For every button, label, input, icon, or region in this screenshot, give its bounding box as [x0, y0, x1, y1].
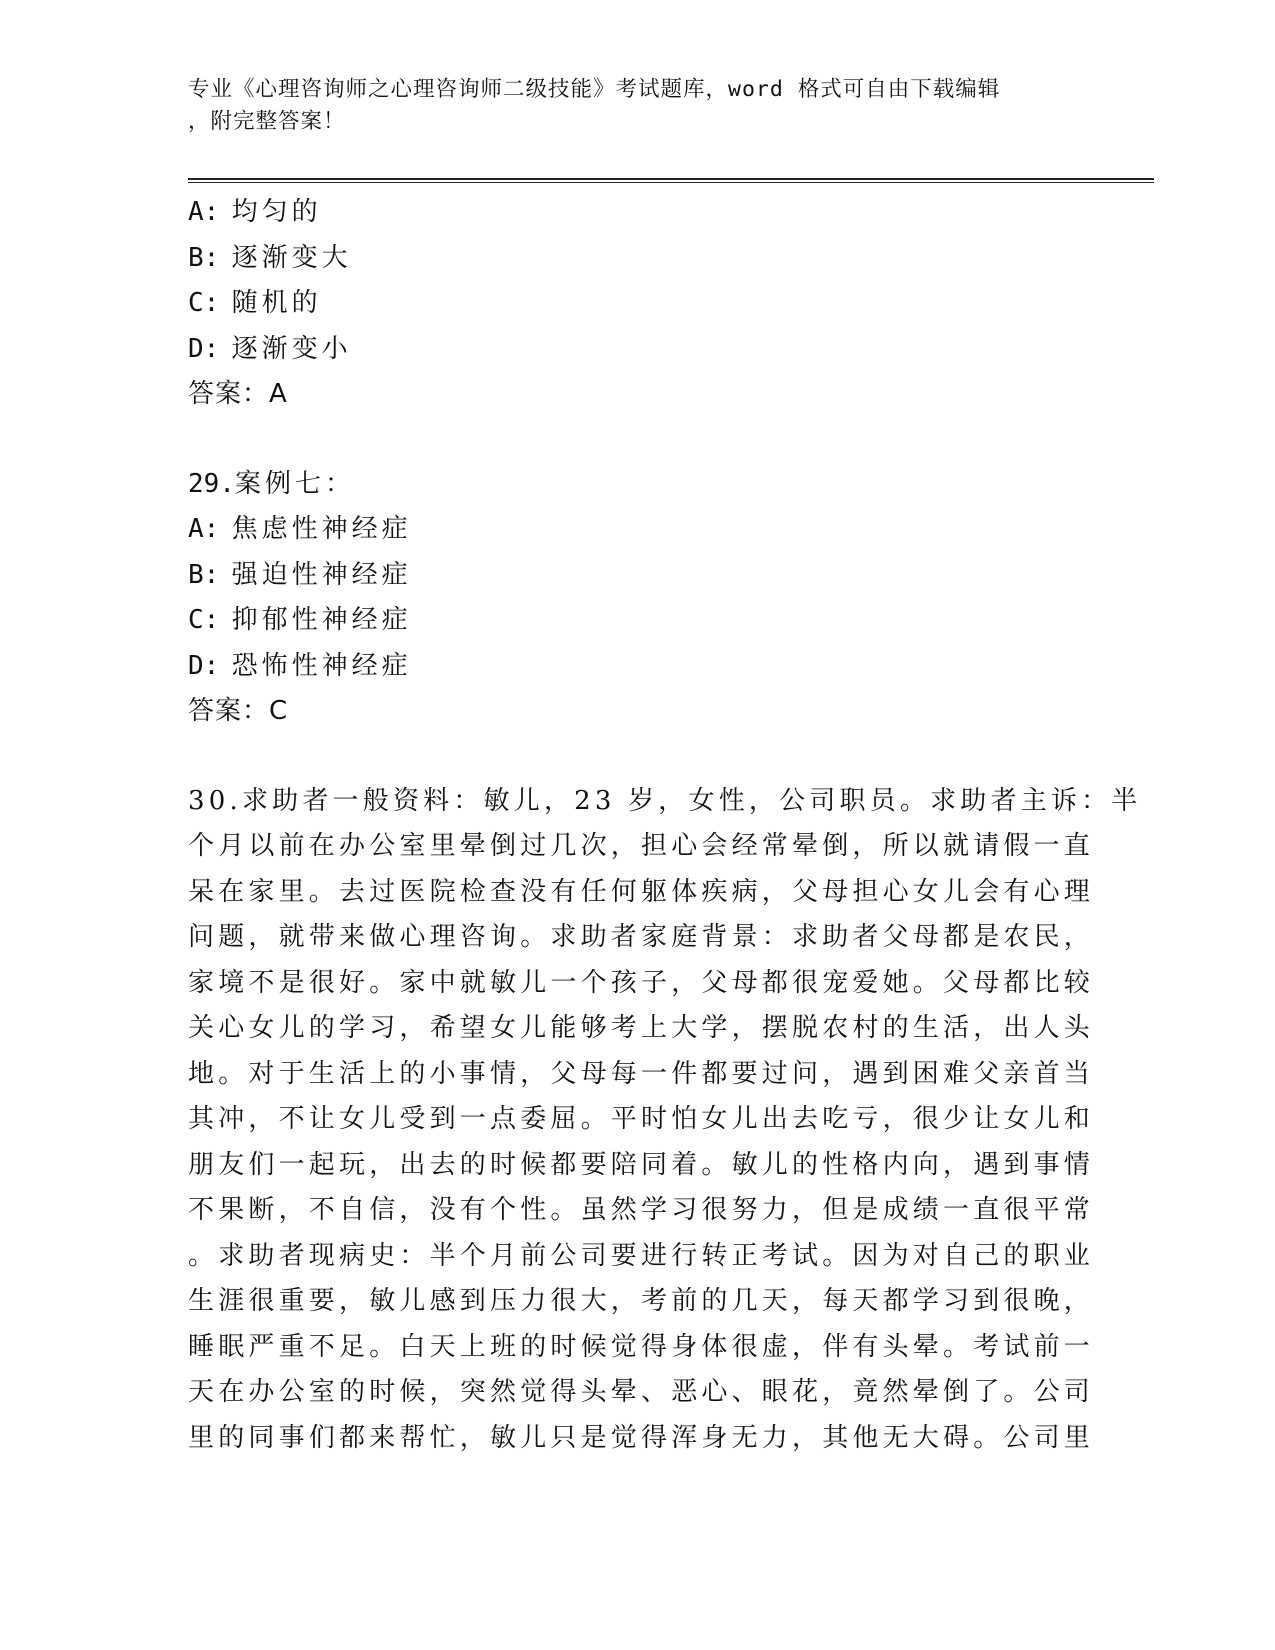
question-28-block	[188, 190, 1088, 418]
case-text-line: 地。对于生活上的小事情，父母每一件都要过问，遇到困难父亲首当	[188, 1058, 1095, 1089]
case-text-line: 。求助者现病史：半个月前公司要进行转正考试。因为对自己的职业	[188, 1240, 1095, 1271]
option-text: 强迫性神经症	[231, 559, 412, 590]
option-text: 逐渐变小	[231, 333, 352, 364]
option-key: C:	[188, 605, 220, 635]
option-a	[188, 190, 1088, 236]
case-text-line: 其冲，不让女儿受到一点委屈。平时怕女儿出去吃亏，很少让女儿和	[188, 1104, 1095, 1134]
option-text: 逐渐变大	[231, 242, 352, 273]
case-text-line: 不果断，不自信，没有个性。虽然学习很努力，但是成绩一直很平常	[188, 1195, 1095, 1225]
option-c	[188, 281, 1088, 327]
option-key: A:	[188, 514, 220, 544]
question-number: 29.	[188, 468, 235, 499]
option-key: D:	[188, 333, 220, 364]
option-text: 随机的	[231, 288, 322, 318]
case-text-line: 个月以前在办公室里晕倒过几次，担心会经常晕倒，所以就请假一直	[188, 831, 1095, 861]
case-text-line: 问题，就带来做心理咨询。求助者家庭背景：求助者父母都是农民，	[188, 922, 1095, 952]
option-key: C:	[188, 288, 220, 318]
case-text-line: 家境不是很好。家中就敏儿一个孩子，父母都很宠爱她。父母都比较	[188, 967, 1095, 998]
option-text: 恐怖性神经症	[231, 650, 412, 681]
case-text-line: 30.求助者一般资料：敏儿，23 岁，女性，公司职员。求助者主诉：半	[188, 785, 1142, 816]
case-text-line: 里的同事们都来帮忙，敏儿只是觉得浑身无力，其他无大碍。公司里	[188, 1422, 1095, 1453]
option-c	[188, 598, 1088, 644]
option-key: B:	[188, 559, 220, 590]
case-text-line: 朋友们一起玩，出去的时候都要陪同着。敏儿的性格内向，遇到事情	[188, 1149, 1095, 1180]
case-text-line: 睡眠严重不足。白天上班的时候觉得身体很虚，伴有头晕。考试前一	[188, 1331, 1095, 1362]
answer-line: 答案：A	[188, 379, 288, 409]
case-text-line: 生涯很重要，敏儿感到压力很大，考前的几天，每天都学习到很晚，	[188, 1286, 1095, 1316]
option-text: 均匀的	[231, 197, 322, 227]
option-key: D:	[188, 650, 220, 681]
question-text: 案例七：	[234, 468, 355, 499]
header-divider	[188, 178, 1154, 183]
spacer	[188, 418, 1088, 462]
option-d	[188, 644, 1088, 690]
answer-line: 答案：C	[188, 696, 289, 726]
header-title-line-2: ，附完整答案！	[188, 109, 346, 134]
spacer	[188, 735, 1088, 779]
option-d	[188, 327, 1088, 373]
option-key: B:	[188, 242, 220, 273]
question-29-block	[188, 462, 1088, 735]
option-text: 焦虑性神经症	[231, 514, 412, 544]
case-text-line: 天在办公室的时候，突然觉得头晕、恶心、眼花，竟然晕倒了。公司	[188, 1377, 1095, 1407]
question-30-case-text	[188, 779, 1142, 1462]
case-text-line: 关心女儿的学习，希望女儿能够考上大学，摆脱农村的生活，出人头	[188, 1013, 1095, 1043]
option-key: A:	[188, 197, 220, 227]
document-body	[188, 190, 1142, 1461]
option-text: 抑郁性神经症	[231, 605, 412, 635]
case-text-line: 呆在家里。去过医院检查没有任何躯体疾病，父母担心女儿会有心理	[188, 876, 1095, 907]
option-b	[188, 553, 1088, 599]
header-title-line-1: 专业《心理咨询师之心理咨询师二级技能》考试题库，word 格式可自由下载编辑	[188, 77, 1001, 102]
page-header	[188, 74, 1068, 138]
option-b	[188, 236, 1088, 282]
question-title	[188, 462, 1088, 508]
option-a	[188, 507, 1088, 553]
